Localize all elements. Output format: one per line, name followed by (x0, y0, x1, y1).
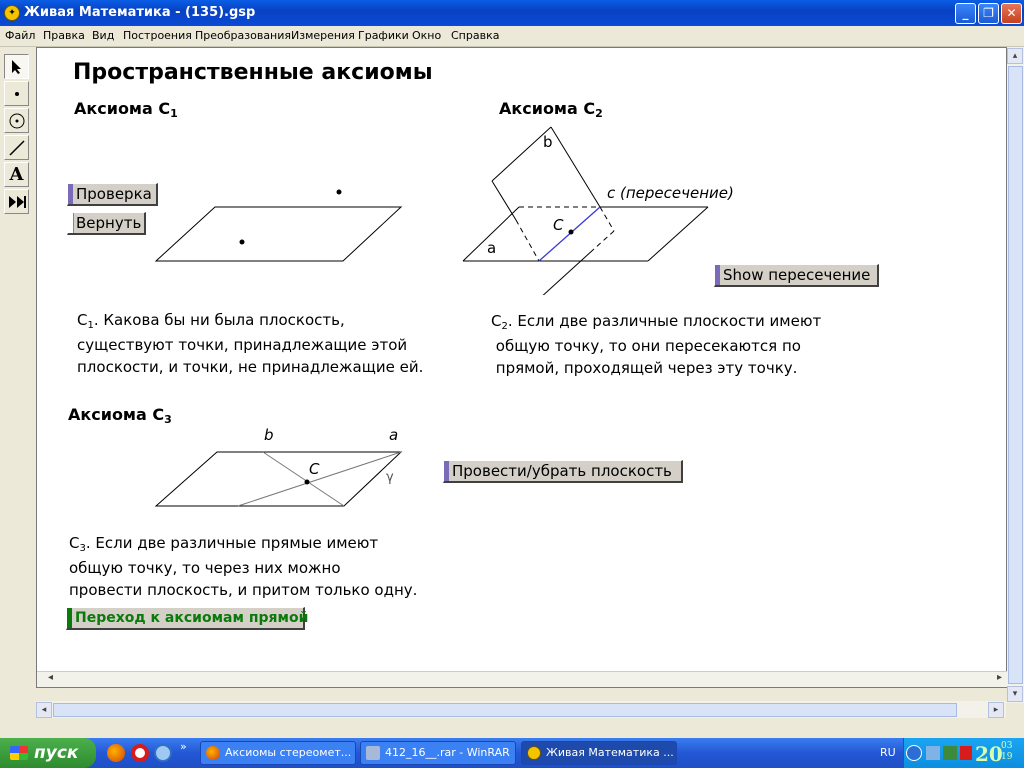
text-tool-icon[interactable]: A (4, 162, 29, 187)
minimize-icon[interactable]: _ (955, 3, 976, 24)
axiom2-figure (455, 120, 725, 295)
menu-construct[interactable]: Построения (123, 29, 192, 42)
axiom2-heading: Аксиома С2 (499, 99, 603, 120)
network-icon[interactable] (926, 746, 940, 760)
axiom3-label-gamma: γ (386, 470, 394, 485)
return-button[interactable]: Вернуть (67, 212, 146, 235)
scroll-down-icon[interactable]: ▾ (1007, 686, 1023, 702)
scroll-right-icon[interactable]: ▸ (988, 702, 1004, 718)
line-a (238, 452, 401, 506)
window-title: Живая Математика - (135).gsp (24, 5, 256, 20)
clock-day[interactable]: 20 (975, 742, 1003, 766)
axiom2-text: $С_2$. Если две различные плоскости имеют общую точку, то они пересекаются по прямой, проходящей через эту точку. (491, 312, 822, 377)
language-indicator[interactable]: RU (880, 746, 896, 759)
menu-transform[interactable]: Преобразования (195, 29, 292, 42)
axiom3-heading: Аксиома С3 (68, 405, 172, 426)
clock-year: 19 (1001, 752, 1013, 762)
inner-scroll-right-icon[interactable]: ▸ (997, 672, 1003, 683)
arrow-select-icon[interactable] (4, 54, 29, 79)
point-outside-plane (337, 190, 342, 195)
custom-tool-icon[interactable] (4, 189, 29, 214)
next-axioms-button[interactable]: Переход к аксиомам прямой (66, 607, 305, 630)
axiom1-heading: Аксиома С1 (74, 99, 178, 120)
menu-graph[interactable]: Графики (358, 29, 409, 42)
compass-tool-icon[interactable] (4, 108, 29, 133)
menu-help[interactable]: Справка (451, 29, 500, 42)
point-in-plane (240, 240, 245, 245)
axiom3-text: $С_3$. Если две различные прямые имеют общую точку, то через них можно провести плоскость, и притом только одну. (69, 534, 418, 599)
axiom2-label-a: a (487, 239, 497, 257)
axiom1-text: $С_1$. Какова бы ни была плоскость, существуют точки, принадлежащие этой плоскости, и точки, не принадлежащие ей. (77, 311, 424, 376)
page-title: Пространственные аксиомы (73, 60, 433, 85)
antivirus-icon[interactable] (960, 746, 972, 760)
quick-launch-expand-icon[interactable]: » (180, 740, 187, 753)
start-button[interactable]: пуск (0, 738, 96, 768)
line-b (263, 452, 344, 506)
axiom3-label-b: b (264, 426, 274, 444)
opera-icon[interactable] (131, 744, 149, 762)
toggle-plane-button[interactable]: Провести/убрать плоскость (443, 460, 683, 483)
point-C-3 (305, 480, 310, 485)
axiom3-label-point-c: C (309, 460, 320, 478)
axiom2-label-b: b (543, 133, 553, 151)
axiom2-label-c: c (пересечение) (607, 184, 734, 202)
tray-app-icon[interactable] (943, 746, 957, 760)
menu-measure[interactable]: Измерения (291, 29, 355, 42)
show-intersection-button[interactable]: Show пересечение (714, 264, 879, 287)
winrar-icon (366, 746, 380, 760)
taskbar-item[interactable]: Аксиомы стереомет... (200, 741, 356, 765)
menu-view[interactable]: Вид (92, 29, 115, 42)
taskbar-item[interactable]: Живая Математика ... (521, 741, 677, 765)
sketchpad-icon (527, 746, 541, 760)
horizontal-scroll-thumb[interactable] (53, 703, 957, 717)
menu-window[interactable]: Окно (412, 29, 442, 42)
sketchpad-icon[interactable]: ✦ (4, 5, 20, 21)
maximize-icon[interactable]: ❐ (978, 3, 999, 24)
menu-edit[interactable]: Правка (43, 29, 85, 42)
menu-file[interactable]: Файл (5, 29, 36, 42)
axiom1-figure (150, 180, 410, 270)
windows-logo-icon (10, 746, 28, 760)
check-button[interactable]: Проверка (67, 183, 158, 206)
point-tool-icon[interactable] (4, 81, 29, 106)
axiom3-label-a: a (389, 426, 399, 444)
straightedge-tool-icon[interactable] (4, 135, 29, 160)
taskbar-item[interactable]: 412_16__.rar - WinRAR (360, 741, 516, 765)
axiom2-label-point-c: C (553, 216, 564, 234)
plane-gamma (156, 452, 401, 506)
plane-alpha (156, 207, 401, 261)
browser-icon[interactable] (154, 744, 172, 762)
scroll-left-icon[interactable]: ◂ (36, 702, 52, 718)
clock-month: 03 (1001, 741, 1013, 751)
scroll-up-icon[interactable]: ▴ (1007, 48, 1023, 64)
close-icon[interactable]: ✕ (1001, 3, 1022, 24)
inner-scroll-left-icon[interactable]: ◂ (48, 672, 54, 683)
point-C (569, 230, 574, 235)
firefox-icon (206, 746, 220, 760)
axiom3-figure (150, 445, 410, 515)
inner-horizontal-scrollbar[interactable] (37, 671, 1007, 687)
firefox-icon[interactable] (107, 744, 125, 762)
vertical-scroll-thumb[interactable] (1008, 66, 1023, 684)
tray-expand-icon[interactable] (906, 745, 922, 761)
